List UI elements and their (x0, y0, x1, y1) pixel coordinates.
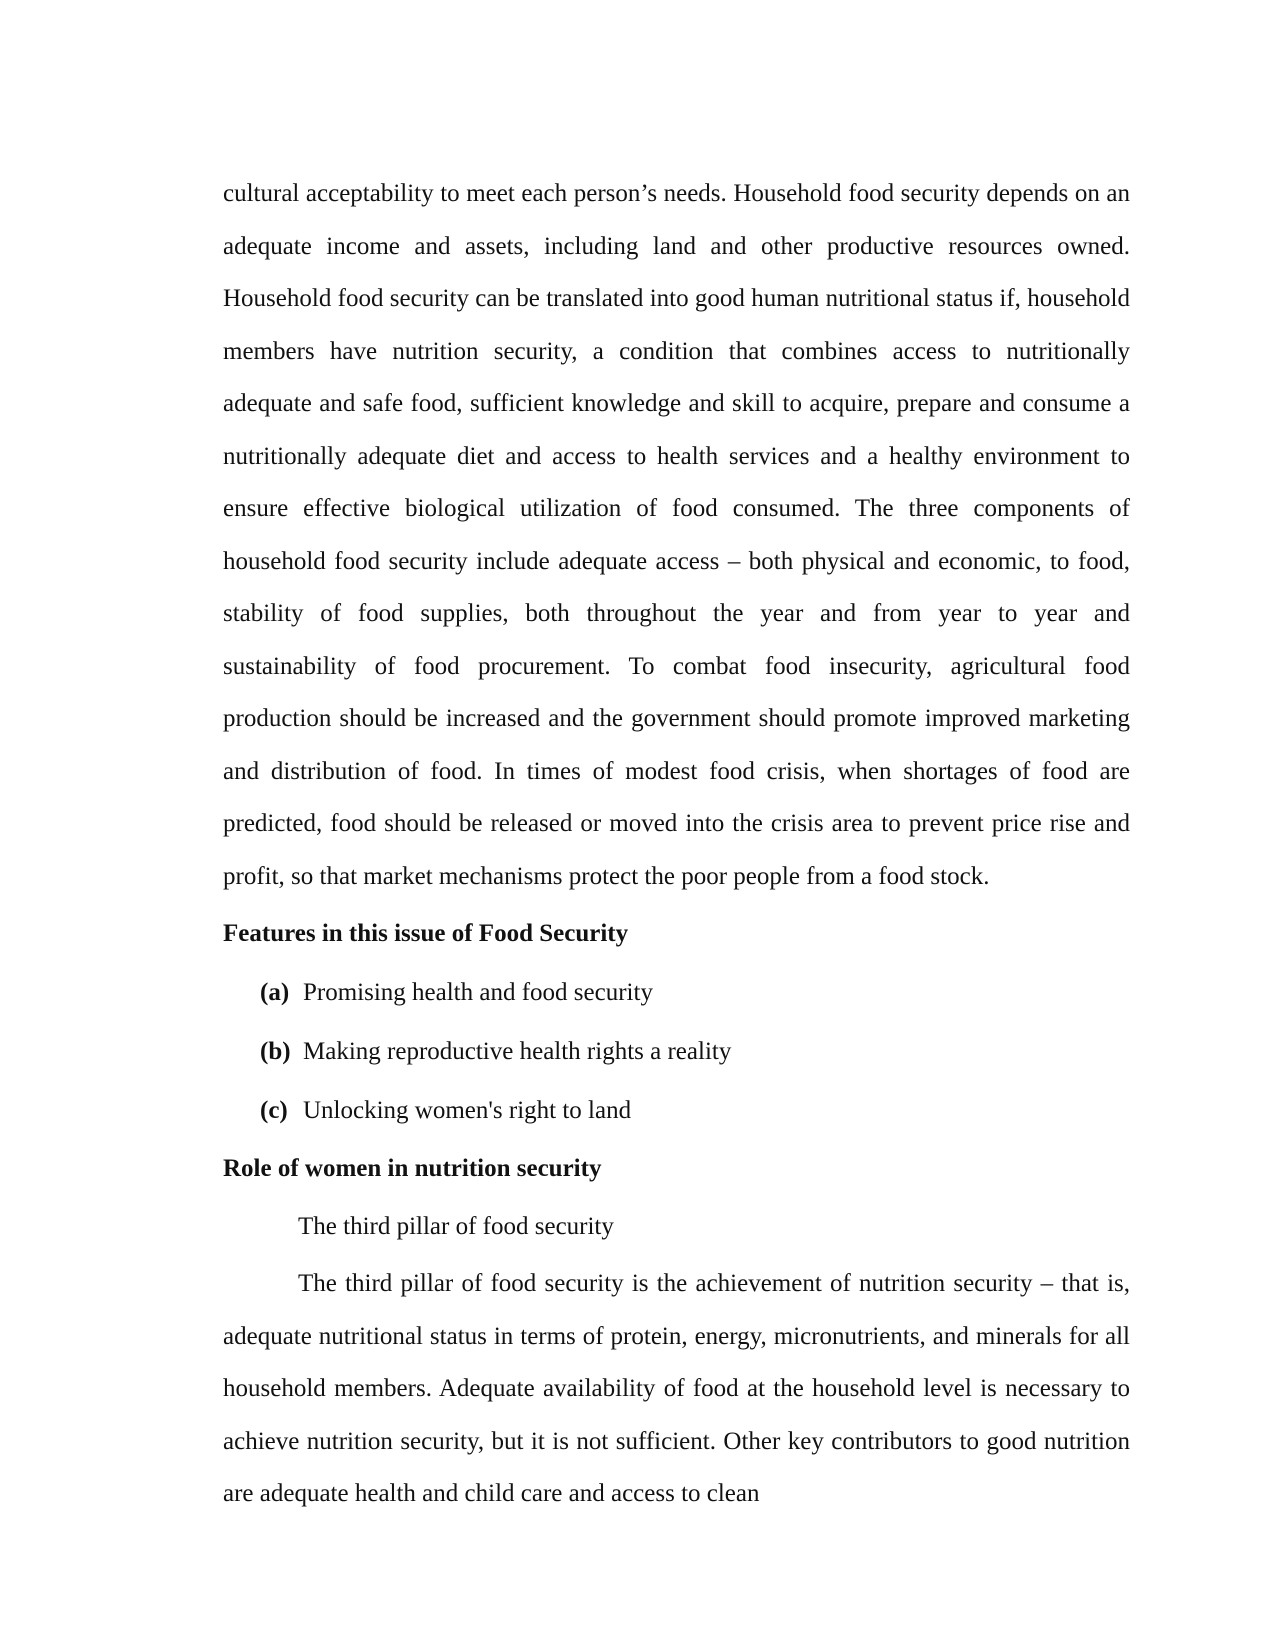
list-item (260, 1081, 1130, 1140)
list-marker: (b) (260, 1038, 291, 1065)
features-list (223, 963, 1130, 1140)
list-item (260, 1022, 1130, 1081)
section-heading-role-of-women: Role of women in nutrition security (223, 1155, 602, 1182)
list-item-text: Making reproductive health rights a reality (303, 1038, 732, 1065)
subtitle-line: The third pillar of food security (298, 1213, 614, 1240)
list-item-text: Promising health and food security (303, 979, 653, 1006)
body-paragraph-1: cultural acceptability to meet each person’s needs. Household food security depends on an adequate income and assets, including land and other productive resources owned. Household food security can be translated into good human nutritional status if, household members have nutrition security, a condition that combines access to nutritionally adequate and safe food, sufficient knowledge and skill to acquire, prepare and consume a nutritionally adequate diet and access to health services and a healthy environment to ensure effective biological utilization of food consumed. The three components of household food security include adequate access – both physical and economic, to food, stability of food supplies, both throughout the year and from year to year and sustainability of food procurement. To combat food insecurity, agricultural food production should be increased and the government should promote improved marketing and distribution of food. In times of modest food crisis, when shortages of food are predicted, food should be released or moved into the crisis area to prevent price rise and profit, so that market mechanisms protect the poor people from a food stock. (223, 180, 1130, 890)
body-paragraph-2: The third pillar of food security is the achievement of nutrition security – that is, adequate nutritional status in terms of protein, energy, micronutrients, and minerals for all household members. Adequate availability of food at the household level is necessary to achieve nutrition security, but it is not sufficient. Other key contributors to good nutrition are adequate health and child care and access to clean (223, 1270, 1130, 1507)
list-item (260, 963, 1130, 1022)
list-marker: (a) (260, 979, 290, 1006)
section-heading-features: Features in this issue of Food Security (223, 920, 629, 947)
document-page (223, 168, 1130, 1521)
list-marker: (c) (260, 1097, 288, 1124)
list-item-text: Unlocking women's right to land (303, 1097, 632, 1124)
